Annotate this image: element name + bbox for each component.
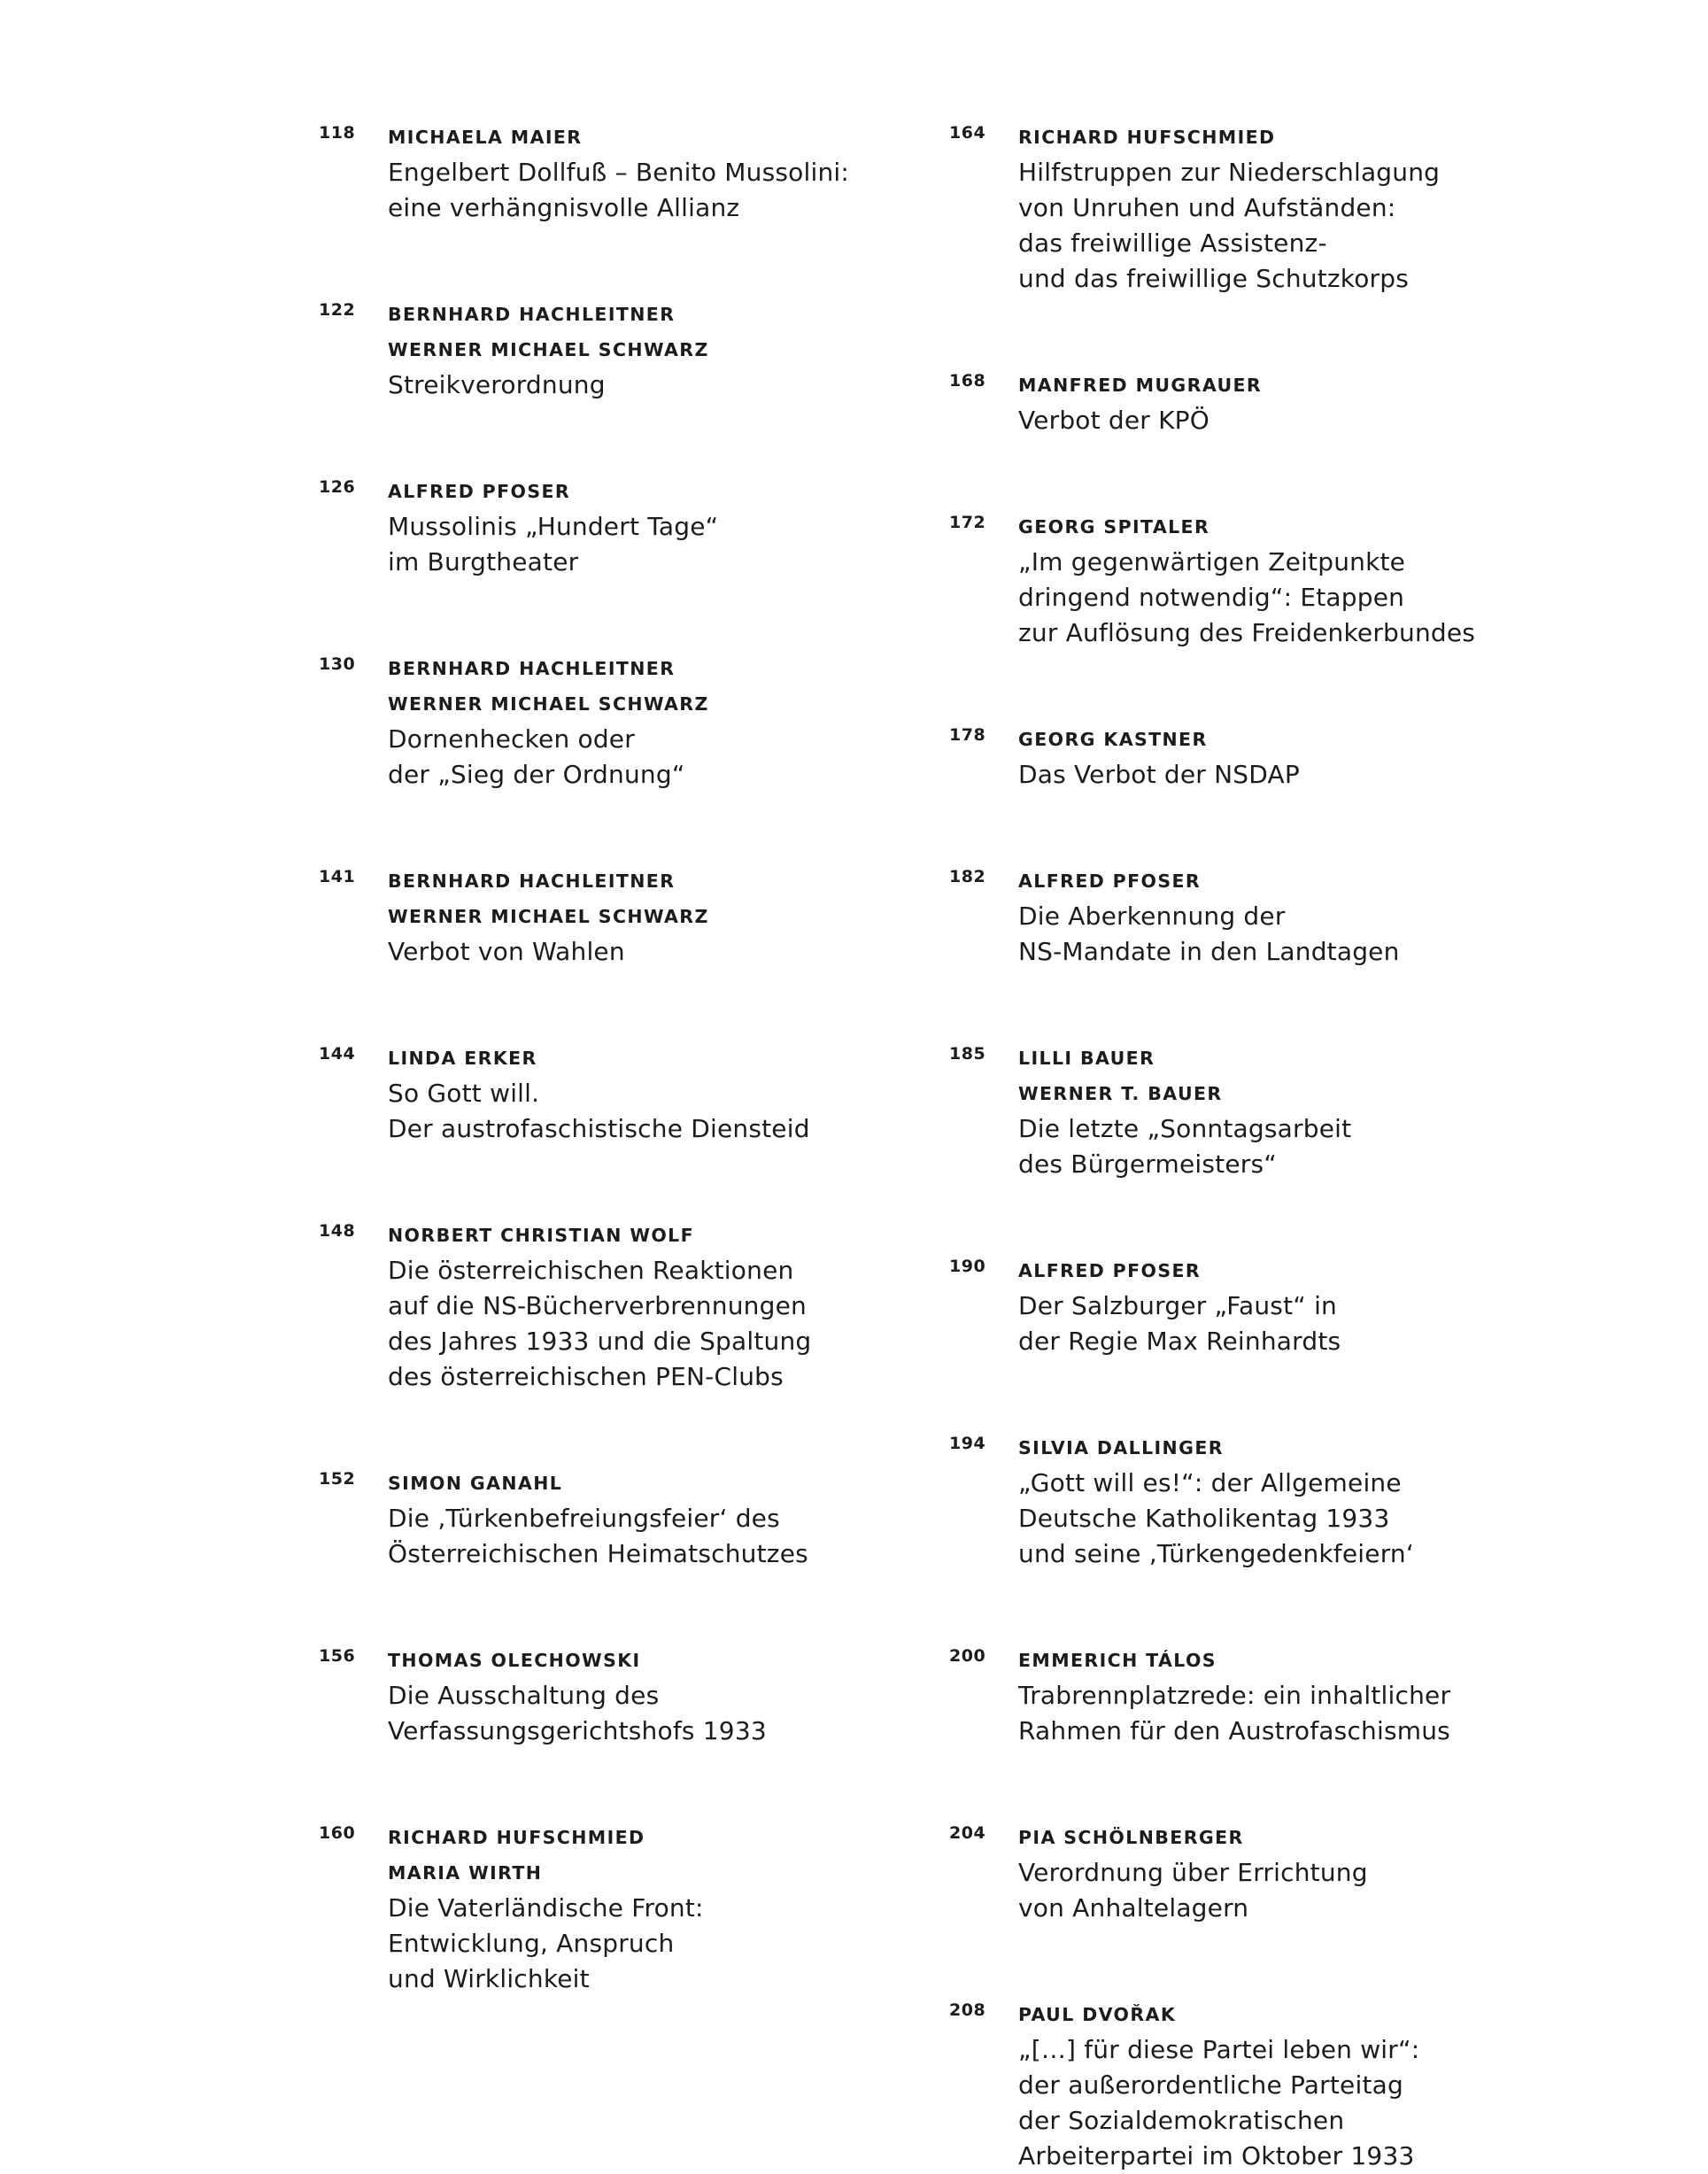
article-title-line: Die letzte „Sonntagsarbeit — [1018, 1114, 1352, 1143]
article-title-line: von Unruhen und Aufständen: — [1018, 193, 1396, 222]
toc-entry[interactable] — [319, 863, 709, 970]
toc-entry[interactable] — [949, 367, 1262, 438]
article-title-line: von Anhaltelagern — [1018, 1893, 1249, 1923]
article-title-line: Entwicklung, Anspruch — [388, 1929, 675, 1958]
article-title-line: und seine ‚Türkengedenkfeiern‘ — [1018, 1539, 1414, 1568]
page-number: 164 — [949, 123, 986, 143]
toc-entry[interactable] — [319, 1218, 811, 1395]
page-number: 194 — [949, 1434, 986, 1453]
article-title-line: „Gott will es!“: der Allgemeine — [1018, 1468, 1402, 1497]
article-title-line: und Wirklichkeit — [388, 1964, 590, 1993]
article-title-line: Die Ausschaltung des — [388, 1681, 660, 1710]
author-name: WERNER MICHAEL SCHWARZ — [388, 906, 709, 927]
article-title-line: Verbot der KPÖ — [1018, 406, 1210, 435]
author-name: ALFRED PFOSER — [1018, 1260, 1202, 1281]
page-number: 208 — [949, 2000, 986, 2020]
article-title-line: zur Auflösung des Freidenkerbundes — [1018, 618, 1476, 647]
author-name: BERNHARD HACHLEITNER — [388, 870, 676, 892]
article-title-line: Die österreichischen Reaktionen — [388, 1256, 794, 1285]
author-name: ALFRED PFOSER — [1018, 870, 1202, 892]
author-name: LILLI BAUER — [1018, 1048, 1155, 1069]
article-title-line: Die ‚Türkenbefreiungsfeier‘ des — [388, 1504, 780, 1533]
page-number: 141 — [319, 867, 356, 886]
article-title-line: Die Aberkennung der — [1018, 901, 1286, 931]
article-title-line: Der austrofaschistische Diensteid — [388, 1114, 810, 1143]
page-number: 118 — [319, 123, 356, 143]
page-number: 204 — [949, 1823, 986, 1843]
author-name: WERNER T. BAUER — [1018, 1083, 1223, 1104]
page-number: 168 — [949, 371, 986, 391]
author-name: PAUL DVOŘAK — [1018, 2004, 1177, 2025]
article-title-line: Engelbert Dollfuß – Benito Mussolini: — [388, 158, 849, 187]
article-title-line: Deutsche Katholikentag 1933 — [1018, 1504, 1390, 1533]
page-number: 200 — [949, 1646, 986, 1666]
article-title-line: Verordnung über Errichtung — [1018, 1858, 1368, 1887]
page-number: 148 — [319, 1221, 356, 1241]
article-title-line: des österreichischen PEN-Clubs — [388, 1362, 784, 1391]
page-number: 156 — [319, 1646, 356, 1666]
author-name: BERNHARD HACHLEITNER — [388, 658, 676, 679]
author-name: MANFRED MUGRAUER — [1018, 375, 1263, 396]
page-number: 185 — [949, 1044, 986, 1064]
article-title-line: der außerordentliche Parteitag — [1018, 2070, 1403, 2100]
article-title-line: Verfassungsgerichtshofs 1933 — [388, 1716, 767, 1745]
article-title-line: Arbeiterpartei im Oktober 1933 — [1018, 2141, 1415, 2170]
article-title-line: „Im gegenwärtigen Zeitpunkte — [1018, 547, 1406, 576]
article-title-line: Mussolinis „Hundert Tage“ — [388, 512, 719, 541]
article-title-line: und das freiwillige Schutzkorps — [1018, 264, 1410, 293]
article-title-line: eine verhängnisvolle Allianz — [388, 193, 740, 222]
author-name: GEORG SPITALER — [1018, 516, 1210, 538]
page-number: 152 — [319, 1469, 356, 1489]
author-name: PIA SCHÖLNBERGER — [1018, 1827, 1244, 1848]
author-name: MARIA WIRTH — [388, 1862, 543, 1884]
toc-entry[interactable] — [949, 1820, 1368, 1926]
author-name: SILVIA DALLINGER — [1018, 1437, 1224, 1458]
toc-entry[interactable] — [319, 1643, 767, 1749]
toc-entry[interactable] — [949, 1430, 1414, 1572]
article-title-line: der „Sieg der Ordnung“ — [388, 760, 685, 789]
author-name: EMMERICH TÁLOS — [1018, 1650, 1217, 1671]
article-title-line: der Sozialdemokratischen — [1018, 2106, 1345, 2135]
toc-entry[interactable] — [319, 1466, 808, 1572]
author-name: THOMAS OLECHOWSKI — [388, 1650, 641, 1671]
article-title-line: „[…] für diese Partei leben wir“: — [1018, 2035, 1420, 2064]
toc-entry[interactable] — [319, 297, 709, 403]
page-number: 178 — [949, 725, 986, 745]
article-title-line: dringend notwendig“: Etappen — [1018, 583, 1405, 612]
page-number: 182 — [949, 867, 986, 886]
article-title-line: Der Salzburger „Faust“ in — [1018, 1291, 1338, 1320]
article-title-line: Österreichischen Heimatschutzes — [388, 1539, 808, 1568]
toc-entry[interactable] — [949, 722, 1300, 793]
article-title-line: Hilfstruppen zur Niederschlagung — [1018, 158, 1441, 187]
author-name: GEORG KASTNER — [1018, 729, 1208, 750]
toc-entry[interactable] — [949, 1643, 1450, 1749]
page-number: 172 — [949, 513, 986, 532]
toc-entry[interactable] — [319, 651, 709, 793]
article-title-line: des Jahres 1933 und die Spaltung — [388, 1327, 812, 1356]
toc-entry[interactable] — [949, 1041, 1351, 1182]
toc-entry[interactable] — [949, 863, 1400, 970]
toc-entry[interactable] — [949, 1997, 1419, 2174]
author-name: NORBERT CHRISTIAN WOLF — [388, 1225, 695, 1246]
article-title-line: auf die NS-Bücherverbrennungen — [388, 1291, 807, 1320]
toc-entry[interactable] — [949, 509, 1475, 651]
author-name: MICHAELA MAIER — [388, 127, 583, 148]
article-title-line: das freiwillige Assistenz- — [1018, 228, 1327, 258]
toc-entry[interactable] — [949, 1253, 1341, 1359]
article-title-line: Dornenhecken oder — [388, 724, 635, 754]
author-name: WERNER MICHAEL SCHWARZ — [388, 339, 709, 360]
page-number: 190 — [949, 1257, 986, 1276]
toc-entry[interactable] — [319, 1041, 810, 1147]
author-name: SIMON GANAHL — [388, 1473, 563, 1494]
toc-entry[interactable] — [319, 1820, 704, 1997]
article-title-line: Rahmen für den Austrofaschismus — [1018, 1716, 1450, 1745]
article-title-line: der Regie Max Reinhardts — [1018, 1327, 1341, 1356]
article-title-line: So Gott will. — [388, 1079, 540, 1108]
article-title-line: Streikverordnung — [388, 370, 606, 399]
author-name: RICHARD HUFSCHMIED — [388, 1827, 645, 1848]
author-name: BERNHARD HACHLEITNER — [388, 304, 676, 325]
page-number: 126 — [319, 477, 356, 497]
author-name: ALFRED PFOSER — [388, 481, 571, 502]
article-title-line: Verbot von Wahlen — [388, 937, 625, 966]
article-title-line: Trabrennplatzrede: ein inhaltlicher — [1018, 1681, 1451, 1710]
article-title-line: des Bürgermeisters“ — [1018, 1149, 1277, 1179]
author-name: WERNER MICHAEL SCHWARZ — [388, 693, 709, 715]
toc-entry[interactable] — [949, 120, 1440, 297]
page-number: 122 — [319, 300, 356, 320]
page-number: 160 — [319, 1823, 356, 1843]
page-number: 130 — [319, 654, 356, 674]
article-title-line: NS-Mandate in den Landtagen — [1018, 937, 1400, 966]
author-name: LINDA ERKER — [388, 1048, 537, 1069]
article-title-line: Das Verbot der NSDAP — [1018, 760, 1300, 789]
article-title-line: Die Vaterländische Front: — [388, 1893, 704, 1923]
article-title-line: im Burgtheater — [388, 547, 579, 576]
author-name: RICHARD HUFSCHMIED — [1018, 127, 1276, 148]
toc-entry[interactable] — [319, 120, 849, 226]
toc-entry[interactable] — [319, 474, 718, 580]
page-number: 144 — [319, 1044, 356, 1064]
